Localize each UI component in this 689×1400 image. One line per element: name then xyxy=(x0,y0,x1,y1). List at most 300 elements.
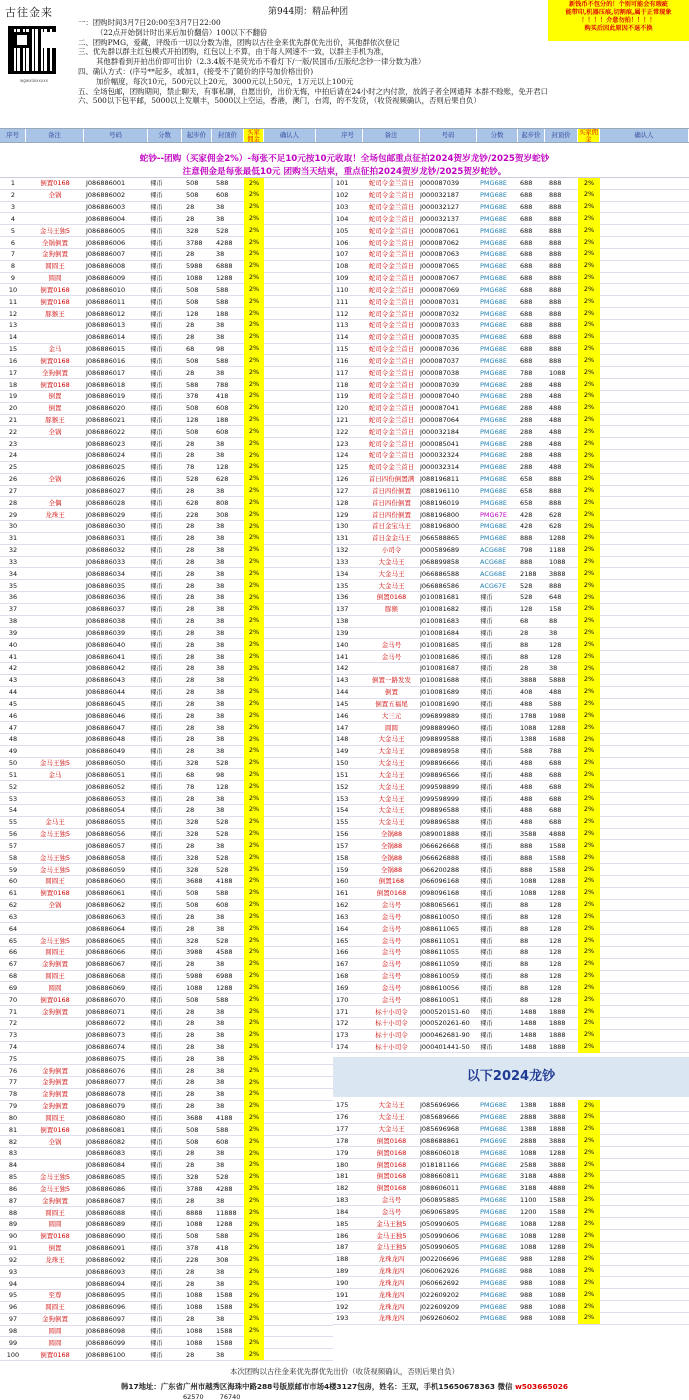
item-grade: 裸币 xyxy=(150,214,163,223)
table-row[interactable] xyxy=(333,415,689,427)
table-row[interactable] xyxy=(0,403,333,415)
table-row[interactable] xyxy=(0,1160,333,1172)
table-row[interactable] xyxy=(333,1100,689,1112)
table-row[interactable] xyxy=(0,817,333,829)
item-grade: 裸币 xyxy=(150,960,163,969)
table-row[interactable] xyxy=(333,959,689,971)
table-row[interactable] xyxy=(333,202,689,214)
item-number: 152 xyxy=(336,782,349,791)
table-row[interactable] xyxy=(0,367,333,379)
table-row[interactable] xyxy=(0,415,333,427)
item-number: 37 xyxy=(8,605,18,614)
item-start-price: 1088 xyxy=(186,983,203,992)
table-row[interactable] xyxy=(0,971,333,983)
table-row[interactable] xyxy=(0,1148,333,1160)
table-row[interactable] xyxy=(333,1254,689,1266)
table-row[interactable] xyxy=(0,1349,333,1361)
table-row[interactable] xyxy=(0,202,333,214)
item-code: J086886091 xyxy=(86,1244,126,1253)
table-row[interactable] xyxy=(333,911,689,923)
table-row[interactable] xyxy=(0,486,333,498)
table-row[interactable] xyxy=(333,888,689,900)
table-row[interactable] xyxy=(0,1207,333,1219)
item-code: J066886588 xyxy=(420,569,460,578)
table-row[interactable] xyxy=(0,1278,333,1290)
table-row[interactable] xyxy=(333,545,689,557)
table-row[interactable] xyxy=(333,592,689,604)
table-row[interactable] xyxy=(0,746,333,758)
header-score-right: 分数 xyxy=(477,129,518,142)
table-row[interactable] xyxy=(0,355,333,367)
table-row[interactable] xyxy=(333,249,689,261)
table-row[interactable] xyxy=(333,829,689,841)
table-row[interactable] xyxy=(0,840,333,852)
table-row[interactable] xyxy=(0,190,333,202)
table-row[interactable] xyxy=(0,829,333,841)
item-buyer-fee: 2% xyxy=(244,674,264,686)
table-row[interactable] xyxy=(0,273,333,285)
table-row[interactable] xyxy=(333,781,689,793)
item-number: 102 xyxy=(336,191,349,200)
table-row[interactable] xyxy=(0,710,333,722)
table-row[interactable] xyxy=(0,178,333,190)
table-row[interactable] xyxy=(333,710,689,722)
item-number: 163 xyxy=(336,912,349,921)
table-row[interactable] xyxy=(333,1006,689,1018)
table-row[interactable] xyxy=(333,320,689,332)
item-note: 大金马王 xyxy=(378,806,405,815)
table-row[interactable] xyxy=(333,840,689,852)
item-number: 104 xyxy=(336,214,349,223)
table-row[interactable] xyxy=(0,935,333,947)
item-grade: 裸币 xyxy=(150,1350,163,1359)
table-row[interactable] xyxy=(333,1018,689,1030)
table-row[interactable] xyxy=(333,213,689,225)
table-row[interactable] xyxy=(0,1302,333,1314)
table-row[interactable] xyxy=(333,1042,689,1054)
table-row[interactable] xyxy=(333,1206,689,1218)
rule-line: 六、500以下包平邮，5000以上发顺丰，5000以上空运，香港，澳门，台湾，的不发货，（收货视频确认，否则后果自负） xyxy=(78,96,481,106)
item-grade: PMG68E xyxy=(480,486,507,495)
item-note: 大金马王 xyxy=(378,1101,405,1110)
table-row[interactable] xyxy=(333,805,689,817)
item-note: 倒置0168 xyxy=(40,1125,70,1134)
table-row[interactable] xyxy=(333,1242,689,1254)
item-note: 圆圆 xyxy=(48,274,62,283)
table-row[interactable] xyxy=(0,793,333,805)
table-row[interactable] xyxy=(333,1218,689,1230)
table-row[interactable] xyxy=(0,237,333,249)
item-buyer-fee: 2% xyxy=(578,1277,600,1289)
table-row[interactable] xyxy=(0,994,333,1006)
item-cap-price: 38 xyxy=(216,1102,225,1111)
table-row[interactable] xyxy=(0,521,333,533)
item-note: 倒置0168 xyxy=(40,179,70,188)
item-code: J069065895 xyxy=(420,1207,460,1216)
item-cap-price: 38 xyxy=(216,534,225,543)
table-row[interactable] xyxy=(0,1172,333,1184)
table-row[interactable] xyxy=(333,1277,689,1289)
table-row[interactable] xyxy=(0,213,333,225)
table-row[interactable] xyxy=(333,237,689,249)
item-code: J060662692 xyxy=(420,1278,460,1287)
item-cap-price: 6988 xyxy=(216,972,233,981)
table-row[interactable] xyxy=(333,1112,689,1124)
table-row[interactable] xyxy=(333,900,689,912)
item-buyer-fee: 2% xyxy=(244,426,264,438)
item-number: 160 xyxy=(336,877,349,886)
table-row[interactable] xyxy=(0,876,333,888)
item-start-price: 28 xyxy=(186,747,195,756)
item-note: 至尊 xyxy=(48,1291,62,1300)
table-row[interactable] xyxy=(333,474,689,486)
item-note: 金马号 xyxy=(381,640,402,649)
table-row[interactable] xyxy=(333,308,689,320)
item-number: 180 xyxy=(336,1160,349,1169)
item-code: J086886065 xyxy=(86,936,126,945)
table-row[interactable] xyxy=(0,770,333,782)
table-row[interactable] xyxy=(333,639,689,651)
table-row[interactable] xyxy=(0,1018,333,1030)
table-row[interactable] xyxy=(0,982,333,994)
item-number: 167 xyxy=(336,960,349,969)
item-start-price: 1488 xyxy=(520,1042,537,1051)
table-row[interactable] xyxy=(333,1289,689,1301)
table-row[interactable] xyxy=(0,1184,333,1196)
table-row[interactable] xyxy=(333,817,689,829)
table-row[interactable] xyxy=(0,900,333,912)
table-row[interactable] xyxy=(0,651,333,663)
table-row[interactable] xyxy=(333,994,689,1006)
item-start-price: 88 xyxy=(520,924,529,933)
table-row[interactable] xyxy=(333,344,689,356)
item-cap-price: 1288 xyxy=(549,1148,566,1157)
item-buyer-fee: 2% xyxy=(578,603,600,615)
table-row[interactable] xyxy=(0,320,333,332)
item-number: 120 xyxy=(336,404,349,413)
table-row[interactable] xyxy=(333,1159,689,1171)
item-code: J086886048 xyxy=(86,735,126,744)
table-row[interactable] xyxy=(0,474,333,486)
item-buyer-fee: 2% xyxy=(244,319,264,331)
table-row[interactable] xyxy=(333,864,689,876)
table-row[interactable] xyxy=(333,1195,689,1207)
item-note: 倒置 xyxy=(48,404,62,413)
table-row[interactable] xyxy=(0,888,333,900)
table-row[interactable] xyxy=(333,533,689,545)
table-row[interactable] xyxy=(0,758,333,770)
table-row[interactable] xyxy=(333,426,689,438)
table-row[interactable] xyxy=(333,675,689,687)
table-row[interactable] xyxy=(0,864,333,876)
table-row[interactable] xyxy=(333,332,689,344)
table-row[interactable] xyxy=(333,923,689,935)
table-row[interactable] xyxy=(333,982,689,994)
table-row[interactable] xyxy=(0,545,333,557)
table-row[interactable] xyxy=(0,533,333,545)
item-grade: 裸币 xyxy=(480,1042,493,1051)
item-note: 蛇司令金兰首日 xyxy=(368,439,415,448)
table-row[interactable] xyxy=(333,1301,689,1313)
item-grade: 裸币 xyxy=(150,1090,163,1099)
item-cap-price: 1288 xyxy=(216,274,233,283)
item-buyer-fee: 2% xyxy=(244,402,264,414)
item-grade: 裸币 xyxy=(150,924,163,933)
table-row[interactable] xyxy=(0,426,333,438)
table-row[interactable] xyxy=(0,1326,333,1338)
table-row[interactable] xyxy=(333,770,689,782)
item-note: 标十小司令 xyxy=(375,1007,408,1016)
table-row[interactable] xyxy=(333,509,689,521)
table-row[interactable] xyxy=(0,391,333,403)
item-number: 177 xyxy=(336,1125,349,1134)
item-note: 金马号 xyxy=(381,924,402,933)
table-row[interactable] xyxy=(333,793,689,805)
item-cap-price: 128 xyxy=(549,652,562,661)
table-row[interactable] xyxy=(0,616,333,628)
item-code: J010081682 xyxy=(420,605,460,614)
table-row[interactable] xyxy=(333,273,689,285)
table-row[interactable] xyxy=(0,225,333,237)
left-header xyxy=(0,128,333,143)
item-number: 6 xyxy=(10,238,16,247)
table-row[interactable] xyxy=(0,1266,333,1278)
table-row[interactable] xyxy=(333,1147,689,1159)
table-row[interactable] xyxy=(0,509,333,521)
item-number: 38 xyxy=(8,617,18,626)
table-row[interactable] xyxy=(0,805,333,817)
table-row[interactable] xyxy=(333,1124,689,1136)
table-row[interactable] xyxy=(333,261,689,273)
table-row[interactable] xyxy=(0,296,333,308)
table-row[interactable] xyxy=(0,911,333,923)
item-start-price: 28 xyxy=(186,1196,195,1205)
table-row[interactable] xyxy=(0,1290,333,1302)
table-row[interactable] xyxy=(333,403,689,415)
item-buyer-fee: 2% xyxy=(244,663,264,675)
table-row[interactable] xyxy=(333,438,689,450)
table-row[interactable] xyxy=(0,1124,333,1136)
table-row[interactable] xyxy=(0,923,333,935)
item-code: J086886056 xyxy=(86,830,126,839)
item-grade: 裸币 xyxy=(150,1267,163,1276)
table-row[interactable] xyxy=(0,1006,333,1018)
table-row[interactable] xyxy=(0,687,333,699)
table-row[interactable] xyxy=(0,1101,333,1113)
item-grade: PMG68E xyxy=(480,262,507,271)
table-row[interactable] xyxy=(333,462,689,474)
item-buyer-fee: 2% xyxy=(578,698,600,710)
table-row[interactable] xyxy=(333,296,689,308)
table-row[interactable] xyxy=(333,663,689,675)
table-row[interactable] xyxy=(0,1077,333,1089)
table-row[interactable] xyxy=(0,1195,333,1207)
table-row[interactable] xyxy=(0,675,333,687)
item-buyer-fee: 2% xyxy=(578,899,600,911)
table-row[interactable] xyxy=(333,190,689,202)
table-row[interactable] xyxy=(333,568,689,580)
table-row[interactable] xyxy=(0,1053,333,1065)
table-row[interactable] xyxy=(333,367,689,379)
item-buyer-fee: 2% xyxy=(578,1194,600,1206)
item-buyer-fee: 2% xyxy=(578,875,600,887)
table-row[interactable] xyxy=(333,758,689,770)
table-row[interactable] xyxy=(0,959,333,971)
item-code: J088610059 xyxy=(420,972,460,981)
item-number: 57 xyxy=(8,841,18,850)
table-row[interactable] xyxy=(333,178,689,190)
table-row[interactable] xyxy=(0,1219,333,1231)
item-code: J000087039 xyxy=(420,380,460,389)
item-start-price: 1088 xyxy=(186,1338,203,1347)
table-row[interactable] xyxy=(333,1183,689,1195)
table-row[interactable] xyxy=(0,249,333,261)
item-cap-price: 1588 xyxy=(549,853,566,862)
table-row[interactable] xyxy=(333,616,689,628)
table-row[interactable] xyxy=(0,1231,333,1243)
table-row[interactable] xyxy=(333,497,689,509)
item-cap-price: 38 xyxy=(216,581,225,590)
item-code: J098096168 xyxy=(420,889,460,898)
item-grade: 裸币 xyxy=(480,877,493,886)
item-note: 蛇司令金兰首日 xyxy=(368,380,415,389)
table-row[interactable] xyxy=(0,1065,333,1077)
table-row[interactable] xyxy=(333,450,689,462)
table-row[interactable] xyxy=(0,308,333,320)
item-code: J099598899 xyxy=(420,782,460,791)
table-row[interactable] xyxy=(0,604,333,616)
table-row[interactable] xyxy=(333,1171,689,1183)
item-grade: PMG68E xyxy=(480,203,507,212)
table-row[interactable] xyxy=(0,722,333,734)
table-row[interactable] xyxy=(0,781,333,793)
item-start-price: 328 xyxy=(186,936,199,945)
table-row[interactable] xyxy=(0,1089,333,1101)
item-grade: 裸币 xyxy=(150,1149,163,1158)
table-row[interactable] xyxy=(0,580,333,592)
item-cap-price: 188 xyxy=(216,309,229,318)
item-grade: 裸币 xyxy=(480,995,493,1004)
item-start-price: 28 xyxy=(186,1279,195,1288)
item-cap-price: 888 xyxy=(549,333,562,342)
table-row[interactable] xyxy=(0,947,333,959)
table-row[interactable] xyxy=(333,1313,689,1325)
table-row[interactable] xyxy=(333,1135,689,1147)
item-number: 64 xyxy=(8,924,18,933)
table-row[interactable] xyxy=(333,699,689,711)
table-row[interactable] xyxy=(333,486,689,498)
item-cap-price: 308 xyxy=(216,1255,229,1264)
table-row[interactable] xyxy=(0,1243,333,1255)
table-row[interactable] xyxy=(0,663,333,675)
item-note: 龙珠王 xyxy=(45,1255,65,1264)
table-row[interactable] xyxy=(0,557,333,569)
table-row[interactable] xyxy=(333,734,689,746)
table-row[interactable] xyxy=(0,284,333,296)
table-row[interactable] xyxy=(0,1255,333,1267)
table-row[interactable] xyxy=(0,1337,333,1349)
table-row[interactable] xyxy=(333,722,689,734)
item-start-price: 1088 xyxy=(520,877,537,886)
table-row[interactable] xyxy=(0,332,333,344)
table-row[interactable] xyxy=(333,391,689,403)
table-row[interactable] xyxy=(0,639,333,651)
item-code: J086886079 xyxy=(86,1102,126,1111)
rule-line: 五、全场包邮，团购期间，禁止聊天，有事私聊，自愿出价，出价无悔，中拍后请在24小时之内付款，放鸽子者全网通拜 本群不赊账，免开君口 xyxy=(78,86,548,96)
table-row[interactable] xyxy=(0,438,333,450)
table-row[interactable] xyxy=(333,284,689,296)
table-row[interactable] xyxy=(333,1230,689,1242)
item-cap-price: 888 xyxy=(549,297,562,306)
item-number: 125 xyxy=(336,463,349,472)
table-row[interactable] xyxy=(0,344,333,356)
table-row[interactable] xyxy=(0,628,333,640)
item-start-price: 3688 xyxy=(186,877,203,886)
table-row[interactable] xyxy=(0,497,333,509)
table-row[interactable] xyxy=(333,687,689,699)
header-code: 号码 xyxy=(84,129,148,142)
table-row[interactable] xyxy=(333,651,689,663)
table-row[interactable] xyxy=(0,450,333,462)
table-row[interactable] xyxy=(0,379,333,391)
table-row[interactable] xyxy=(0,592,333,604)
table-row[interactable] xyxy=(0,261,333,273)
table-row[interactable] xyxy=(0,734,333,746)
table-row[interactable] xyxy=(333,852,689,864)
table-row[interactable] xyxy=(333,355,689,367)
item-cap-price: 38 xyxy=(216,1042,225,1051)
item-number: 98 xyxy=(8,1326,18,1335)
item-number: 67 xyxy=(8,960,18,969)
item-code: J000032137 xyxy=(420,214,460,223)
table-row[interactable] xyxy=(333,225,689,237)
table-row[interactable] xyxy=(333,628,689,640)
table-row[interactable] xyxy=(333,971,689,983)
item-start-price: 1088 xyxy=(520,723,537,732)
table-row[interactable] xyxy=(0,462,333,474)
item-buyer-fee: 2% xyxy=(578,319,600,331)
table-row[interactable] xyxy=(333,935,689,947)
table-row[interactable] xyxy=(333,379,689,391)
table-row[interactable] xyxy=(333,521,689,533)
item-number: 73 xyxy=(8,1031,18,1040)
table-row[interactable] xyxy=(333,1266,689,1278)
item-code: J000087067 xyxy=(420,274,460,283)
table-row[interactable] xyxy=(333,557,689,569)
table-row[interactable] xyxy=(333,1030,689,1042)
table-row[interactable] xyxy=(333,604,689,616)
table-row[interactable] xyxy=(0,1113,333,1125)
table-row[interactable] xyxy=(333,746,689,758)
table-row[interactable] xyxy=(333,947,689,959)
item-number: 14 xyxy=(8,333,18,342)
table-row[interactable] xyxy=(333,580,689,592)
table-row[interactable] xyxy=(0,1042,333,1054)
table-row[interactable] xyxy=(0,699,333,711)
table-row[interactable] xyxy=(0,568,333,580)
table-row[interactable] xyxy=(0,852,333,864)
item-start-price: 228 xyxy=(186,1255,199,1264)
table-row[interactable] xyxy=(0,1136,333,1148)
item-buyer-fee: 2% xyxy=(578,1017,600,1029)
item-code: J086886026 xyxy=(86,475,126,484)
item-code: J086886083 xyxy=(86,1149,126,1158)
item-start-price: 28 xyxy=(186,368,195,377)
table-row[interactable] xyxy=(0,1314,333,1326)
table-row[interactable] xyxy=(0,1030,333,1042)
item-code: J088611051 xyxy=(420,936,460,945)
table-row[interactable] xyxy=(333,876,689,888)
